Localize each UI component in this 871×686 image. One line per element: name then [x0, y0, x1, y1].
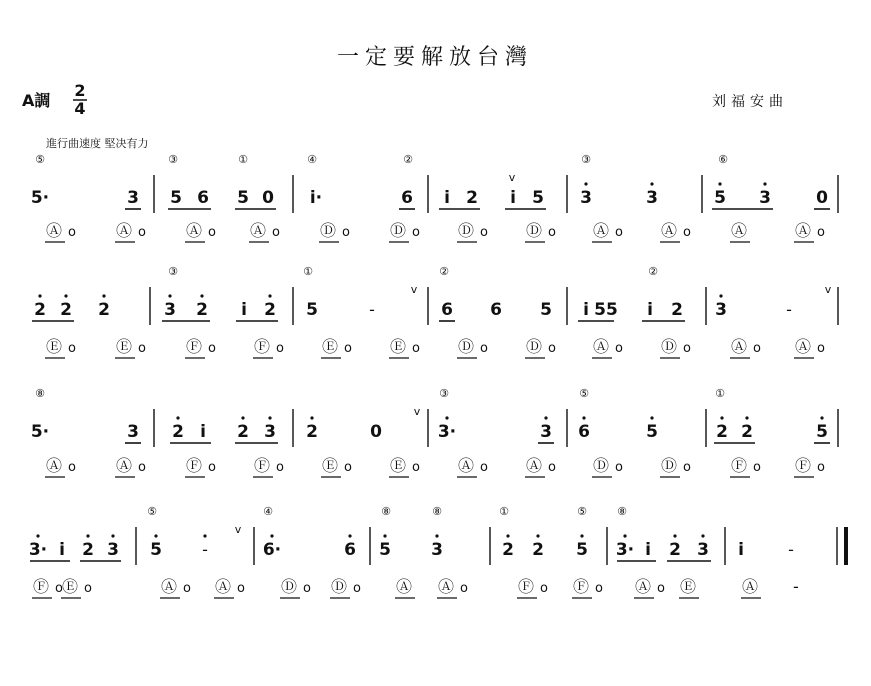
- chord-rest: o: [276, 341, 284, 356]
- chord-rest: o: [68, 460, 76, 475]
- chord-circle: Ⓓ: [526, 221, 543, 240]
- chord-rest: o: [344, 341, 352, 356]
- octave-dot: [176, 416, 179, 419]
- finger-marker: ⑥: [718, 153, 728, 166]
- chord-rest: o: [480, 460, 488, 475]
- melody-note: 2: [741, 422, 753, 442]
- octave-dot: [268, 416, 271, 419]
- breath-mark: v: [824, 283, 832, 296]
- chord-circle: Ⓐ: [438, 577, 455, 596]
- chord-rest: o: [615, 225, 623, 240]
- octave-dot: [200, 294, 203, 297]
- chord-rest: o: [138, 225, 146, 240]
- system-4: [29, 505, 846, 598]
- chord-rest: o: [183, 581, 191, 596]
- breath-mark: v: [410, 283, 418, 296]
- melody-note: i: [510, 188, 516, 208]
- chord-circle: Ⓐ: [593, 221, 610, 240]
- octave-dot: [445, 416, 448, 419]
- melody-note: 3: [540, 422, 552, 442]
- finger-marker: ⑤: [579, 387, 589, 400]
- chord-rest: o: [276, 460, 284, 475]
- melody-note: i: [444, 188, 450, 208]
- system-2: [32, 265, 838, 358]
- chord-rest: o: [208, 341, 216, 356]
- finger-marker: ①: [499, 505, 509, 518]
- chord-circle: Ⓕ: [573, 577, 590, 596]
- melody-note: 2: [264, 300, 276, 320]
- octave-dot: [435, 534, 438, 537]
- chord-circle: Ⓔ: [322, 456, 339, 475]
- chord-rest: o: [412, 341, 420, 356]
- chord-rest: o: [138, 341, 146, 356]
- chord-rest: o: [817, 341, 825, 356]
- melody-note: 5: [237, 188, 249, 208]
- octave-dot: [623, 534, 626, 537]
- octave-dot: [241, 416, 244, 419]
- chord-circle: Ⓕ: [33, 577, 50, 596]
- melody-note: 6: [401, 188, 413, 208]
- melody-note: 2: [172, 422, 184, 442]
- octave-dot: [154, 534, 157, 537]
- melody-note: 2: [466, 188, 478, 208]
- melody-note: 3: [127, 188, 139, 208]
- melody-note: 6: [490, 300, 502, 320]
- melody-note: 2: [502, 540, 514, 560]
- chord-circle: -: [793, 577, 799, 596]
- octave-dot: [111, 534, 114, 537]
- rest-dash: -: [788, 540, 794, 559]
- octave-dot: [718, 182, 721, 185]
- melody-note: 0: [816, 188, 828, 208]
- melody-note: 5: [170, 188, 182, 208]
- finger-marker: ⑧: [432, 505, 442, 518]
- melody-note: i: [59, 540, 65, 560]
- chord-circle: Ⓕ: [518, 577, 535, 596]
- chord-rest: o: [615, 341, 623, 356]
- melody-note: 3: [164, 300, 176, 320]
- rest-dash: -: [202, 540, 208, 559]
- octave-dot: [584, 182, 587, 185]
- chord-circle: Ⓓ: [661, 337, 678, 356]
- chord-rest: o: [68, 341, 76, 356]
- chord-rest: o: [342, 225, 350, 240]
- octave-dot: [720, 416, 723, 419]
- chord-rest: o: [412, 225, 420, 240]
- octave-dot: [168, 294, 171, 297]
- finger-marker: ③: [168, 265, 178, 278]
- melody-note: 5: [306, 300, 318, 320]
- melody-note: 5·: [30, 188, 50, 208]
- chord-circle: Ⓐ: [661, 221, 678, 240]
- chord-rest: o: [412, 460, 420, 475]
- melody-note: 0: [262, 188, 274, 208]
- octave-dot: [102, 294, 105, 297]
- octave-dot: [763, 182, 766, 185]
- melody-note: i: [647, 300, 653, 320]
- chord-circle: Ⓐ: [458, 456, 475, 475]
- octave-dot: [203, 534, 206, 537]
- rest-dash: -: [786, 300, 792, 319]
- octave-dot: [745, 416, 748, 419]
- octave-dot: [650, 416, 653, 419]
- melody-note: 6: [441, 300, 453, 320]
- chord-rest: o: [540, 581, 548, 596]
- finger-marker: ⑧: [35, 387, 45, 400]
- chord-circle: Ⓐ: [593, 337, 610, 356]
- chord-circle: Ⓔ: [390, 456, 407, 475]
- melody-note: 2: [671, 300, 683, 320]
- melody-note: i·: [309, 188, 323, 208]
- melody-note: i: [738, 540, 744, 560]
- finger-marker: ②: [648, 265, 658, 278]
- finger-marker: ①: [303, 265, 313, 278]
- chord-circle: Ⓐ: [116, 221, 133, 240]
- time-signature-top: 2: [74, 81, 86, 100]
- melody-note: 5: [714, 188, 726, 208]
- chord-circle: Ⓐ: [161, 577, 178, 596]
- melody-note: 3: [759, 188, 771, 208]
- melody-note: 3: [264, 422, 276, 442]
- chord-circle: Ⓔ: [322, 337, 339, 356]
- chord-rest: o: [272, 225, 280, 240]
- melody-note: 5·: [30, 422, 50, 442]
- melody-note: 3: [107, 540, 119, 560]
- melody-note: 2: [306, 422, 318, 442]
- octave-dot: [38, 294, 41, 297]
- time-signature-bottom: 4: [74, 99, 86, 118]
- score-systems: [29, 153, 846, 598]
- octave-dot: [536, 534, 539, 537]
- chord-rest: o: [138, 460, 146, 475]
- chord-circle: Ⓐ: [635, 577, 652, 596]
- finger-marker: ①: [238, 153, 248, 166]
- chord-rest: o: [817, 225, 825, 240]
- octave-dot: [270, 534, 273, 537]
- octave-dot: [36, 534, 39, 537]
- melody-note: i: [241, 300, 247, 320]
- octave-dot: [310, 416, 313, 419]
- octave-dot: [650, 182, 653, 185]
- chord-circle: Ⓐ: [742, 577, 759, 596]
- melody-note: 2: [237, 422, 249, 442]
- chord-circle: Ⓓ: [661, 456, 678, 475]
- chord-rest: o: [84, 581, 92, 596]
- melody-note: 2: [34, 300, 46, 320]
- melody-note: 2: [82, 540, 94, 560]
- melody-note: 6: [344, 540, 356, 560]
- score-title: 一定要解放台灣: [336, 45, 534, 70]
- melody-note: 5: [576, 540, 588, 560]
- octave-dot: [582, 416, 585, 419]
- chord-circle: Ⓓ: [526, 337, 543, 356]
- melody-note: 5: [540, 300, 552, 320]
- key-label: A調: [22, 91, 51, 110]
- melody-note: 3·: [28, 540, 48, 560]
- chord-circle: Ⓐ: [116, 456, 133, 475]
- chord-circle: Ⓐ: [46, 456, 63, 475]
- octave-dot: [348, 534, 351, 537]
- chord-rest: o: [548, 225, 556, 240]
- chord-circle: Ⓔ: [46, 337, 63, 356]
- melody-note: 55: [594, 300, 618, 320]
- melody-note: 3: [646, 188, 658, 208]
- melody-note: 6·: [262, 540, 282, 560]
- chord-rest: o: [548, 460, 556, 475]
- melody-note: 3: [431, 540, 443, 560]
- chord-circle: Ⓔ: [116, 337, 133, 356]
- chord-circle: Ⓐ: [526, 456, 543, 475]
- octave-dot: [64, 294, 67, 297]
- chord-circle: Ⓐ: [731, 221, 748, 240]
- chord-rest: o: [683, 460, 691, 475]
- chord-rest: o: [460, 581, 468, 596]
- melody-note: 3: [127, 422, 139, 442]
- octave-dot: [383, 534, 386, 537]
- chord-circle: Ⓐ: [186, 221, 203, 240]
- finger-marker: ②: [439, 265, 449, 278]
- melody-note: 3·: [437, 422, 457, 442]
- melody-note: 6: [197, 188, 209, 208]
- chord-circle: Ⓓ: [593, 456, 610, 475]
- chord-circle: Ⓕ: [795, 456, 812, 475]
- octave-dot: [719, 294, 722, 297]
- chord-rest: o: [303, 581, 311, 596]
- chord-circle: Ⓕ: [254, 456, 271, 475]
- finger-marker: ⑧: [617, 505, 627, 518]
- chord-rest: o: [595, 581, 603, 596]
- finger-marker: ⑤: [35, 153, 45, 166]
- chord-circle: Ⓐ: [795, 337, 812, 356]
- octave-dot: [544, 416, 547, 419]
- chord-rest: o: [480, 225, 488, 240]
- chord-rest: o: [753, 460, 761, 475]
- breath-mark: v: [413, 405, 421, 418]
- tempo-marking: 進行曲速度 堅决有力: [46, 137, 149, 150]
- chord-circle: Ⓐ: [250, 221, 267, 240]
- melody-note: 0: [370, 422, 382, 442]
- melody-note: 5: [646, 422, 658, 442]
- melody-note: 2: [716, 422, 728, 442]
- chord-rest: o: [615, 460, 623, 475]
- chord-circle: Ⓔ: [62, 577, 79, 596]
- finger-marker: ③: [581, 153, 591, 166]
- chord-rest: o: [344, 460, 352, 475]
- chord-circle: Ⓐ: [396, 577, 413, 596]
- chord-rest: o: [208, 460, 216, 475]
- octave-dot: [580, 534, 583, 537]
- finger-marker: ④: [263, 505, 273, 518]
- finger-marker: ③: [168, 153, 178, 166]
- chord-circle: Ⓕ: [731, 456, 748, 475]
- melody-note: 2: [98, 300, 110, 320]
- melody-note: 5: [150, 540, 162, 560]
- melody-note: 6: [578, 422, 590, 442]
- melody-note: 3·: [615, 540, 635, 560]
- melody-note: 3: [715, 300, 727, 320]
- chord-rest: o: [480, 341, 488, 356]
- finger-marker: ②: [403, 153, 413, 166]
- finger-marker: ⑤: [577, 505, 587, 518]
- melody-note: 2: [196, 300, 208, 320]
- composer-credit: 刘福安曲: [712, 94, 788, 110]
- melody-note: 3: [580, 188, 592, 208]
- system-1: [31, 153, 838, 242]
- melody-note: i: [645, 540, 651, 560]
- chord-rest: o: [548, 341, 556, 356]
- octave-dot: [820, 416, 823, 419]
- octave-dot: [268, 294, 271, 297]
- chord-circle: Ⓓ: [281, 577, 298, 596]
- chord-rest: o: [68, 225, 76, 240]
- chord-circle: Ⓐ: [731, 337, 748, 356]
- chord-rest: o: [817, 460, 825, 475]
- melody-note: i: [200, 422, 206, 442]
- breath-mark: v: [234, 523, 242, 536]
- octave-dot: [673, 534, 676, 537]
- chord-rest: o: [353, 581, 361, 596]
- finger-marker: ③: [439, 387, 449, 400]
- chord-rest: o: [753, 341, 761, 356]
- melody-note: 5: [379, 540, 391, 560]
- melody-note: 3: [697, 540, 709, 560]
- chord-circle: Ⓕ: [186, 456, 203, 475]
- octave-dot: [701, 534, 704, 537]
- chord-circle: Ⓔ: [390, 337, 407, 356]
- chord-circle: Ⓓ: [458, 337, 475, 356]
- octave-dot: [506, 534, 509, 537]
- chord-rest: o: [657, 581, 665, 596]
- chord-circle: Ⓓ: [390, 221, 407, 240]
- rest-dash: -: [369, 300, 375, 319]
- chord-circle: Ⓐ: [46, 221, 63, 240]
- finger-marker: ①: [715, 387, 725, 400]
- finger-marker: ④: [307, 153, 317, 166]
- melody-note: i: [583, 300, 589, 320]
- chord-circle: Ⓐ: [795, 221, 812, 240]
- chord-circle: Ⓔ: [680, 577, 697, 596]
- chord-circle: Ⓓ: [331, 577, 348, 596]
- chord-circle: Ⓐ: [215, 577, 232, 596]
- chord-rest: o: [208, 225, 216, 240]
- chord-rest: o: [55, 581, 63, 596]
- melody-note: 2: [532, 540, 544, 560]
- melody-note: 2: [669, 540, 681, 560]
- melody-note: 2: [60, 300, 72, 320]
- octave-dot: [86, 534, 89, 537]
- chord-rest: o: [683, 341, 691, 356]
- system-3: [31, 387, 838, 477]
- breath-mark: v: [508, 171, 516, 184]
- finger-marker: ⑧: [381, 505, 391, 518]
- chord-circle: Ⓕ: [254, 337, 271, 356]
- finger-marker: ⑤: [147, 505, 157, 518]
- chord-circle: Ⓕ: [186, 337, 203, 356]
- chord-rest: o: [237, 581, 245, 596]
- chord-circle: Ⓓ: [320, 221, 337, 240]
- chord-circle: Ⓓ: [458, 221, 475, 240]
- melody-note: 5: [532, 188, 544, 208]
- melody-note: 5: [816, 422, 828, 442]
- chord-rest: o: [683, 225, 691, 240]
